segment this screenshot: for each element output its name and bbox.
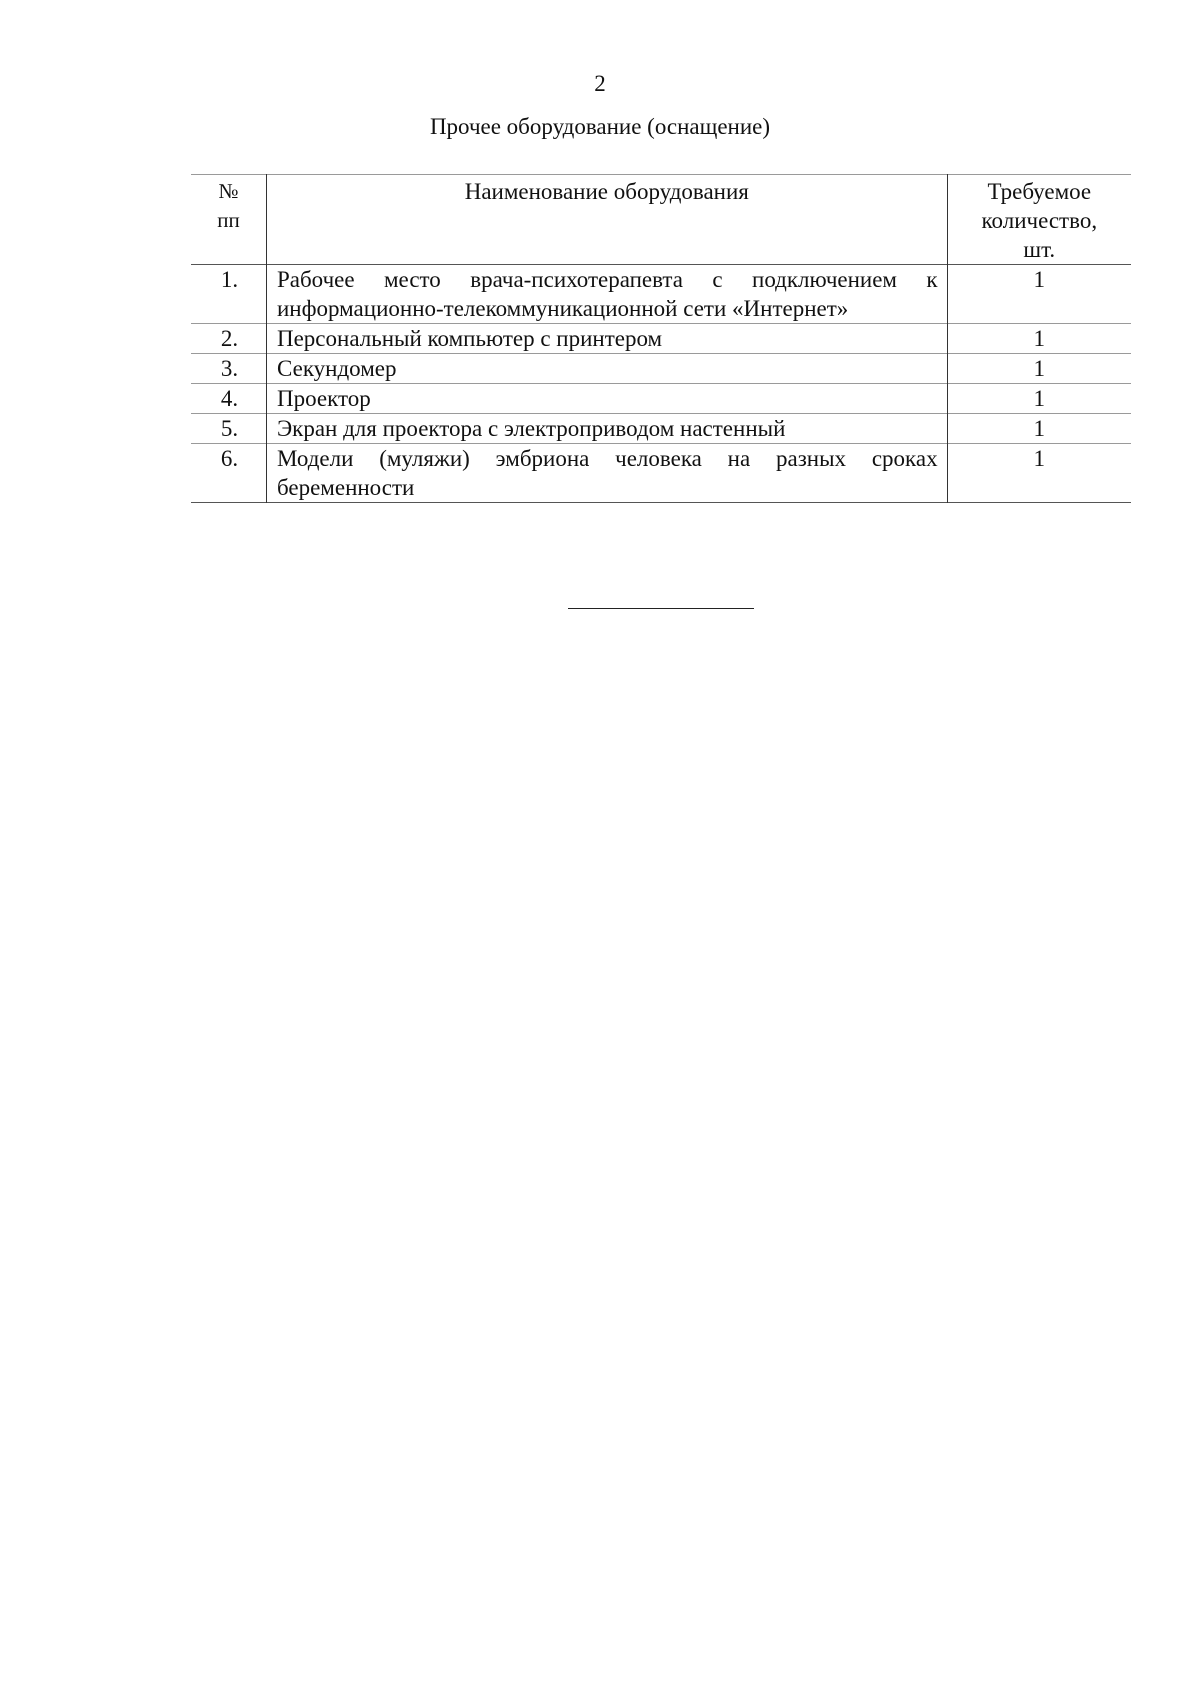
- row-name: Экран для проектора с электроприводом настенный: [276, 416, 786, 441]
- table-row: [191, 444, 1131, 503]
- row-quantity: 1: [1033, 326, 1046, 351]
- equipment-table: [191, 174, 1131, 503]
- table-row: [191, 354, 1131, 384]
- row-name-cell: [266, 324, 947, 354]
- header-number-abbrev: пп: [217, 208, 240, 232]
- row-quantity: 1: [1033, 416, 1046, 441]
- table-header: [191, 175, 1131, 265]
- row-name: Персональный компьютер с принтером: [276, 326, 663, 351]
- row-name: Секундомер: [276, 356, 397, 381]
- header-quantity-line1: Требуемое: [987, 179, 1092, 204]
- header-name-label: Наименование оборудования: [464, 179, 749, 204]
- row-number: 5.: [191, 414, 266, 444]
- header-name-cell: [266, 175, 947, 265]
- table-row: [191, 384, 1131, 414]
- row-name: Проектор: [276, 386, 371, 411]
- row-name-cell: [266, 265, 947, 324]
- row-name: Рабочее место врача-психотерапевта с подключением к информационно-телекоммуникационной сети «Интернет»: [276, 267, 938, 321]
- row-quantity: 1: [1033, 267, 1046, 292]
- row-number: 2.: [191, 324, 266, 354]
- row-quantity: 1: [1033, 386, 1046, 411]
- row-name: Модели (муляжи) эмбриона человека на разных сроках беременности: [276, 446, 938, 500]
- row-number: 3.: [191, 354, 266, 384]
- header-quantity-line2: количество,: [981, 208, 1098, 233]
- header-number-symbol: №: [218, 179, 239, 203]
- row-name-cell: [266, 384, 947, 414]
- row-name-cell: [266, 444, 947, 503]
- header-quantity-line3: шт.: [1023, 237, 1056, 262]
- row-number: 1.: [191, 265, 266, 324]
- table-header-row: [191, 175, 1131, 265]
- header-quantity-cell: [947, 175, 1131, 265]
- row-number: 4.: [191, 384, 266, 414]
- table-body: [191, 265, 1131, 503]
- row-name-cell: [266, 414, 947, 444]
- page-title: Прочее оборудование (оснащение): [429, 114, 771, 139]
- table-row: [191, 324, 1131, 354]
- row-name-cell: [266, 354, 947, 384]
- row-number: 6.: [191, 444, 266, 503]
- row-quantity: 1: [1033, 356, 1046, 381]
- table-row: [191, 265, 1131, 324]
- header-number-cell: [191, 175, 266, 265]
- row-quantity: 1: [1033, 446, 1046, 471]
- page-number: 2: [594, 71, 606, 96]
- footer-divider: [568, 608, 754, 609]
- table-row: [191, 414, 1131, 444]
